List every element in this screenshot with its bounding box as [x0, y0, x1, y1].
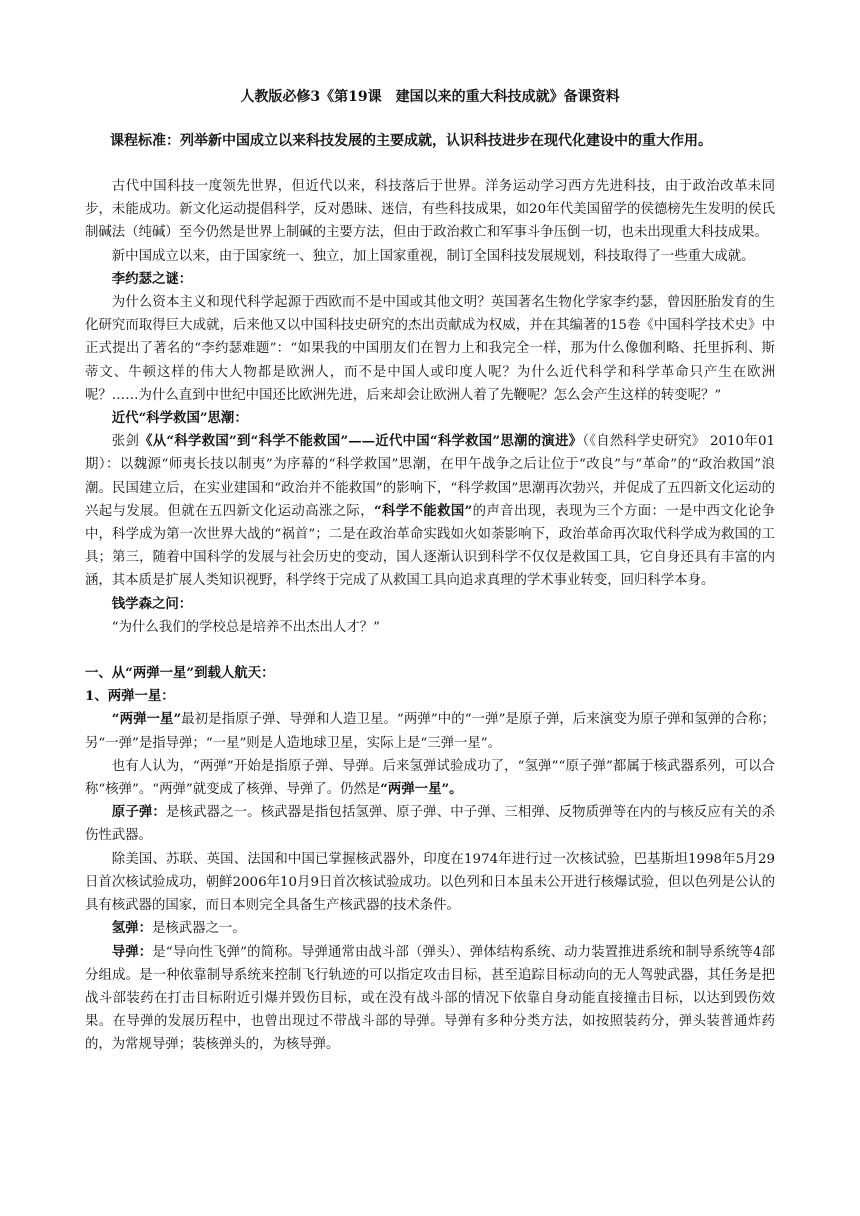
jiuguo-heading: 近代“科学救国”思潮： — [111, 410, 248, 427]
document-title: 人教版必修3《第19课 建国以来的重大科技成就》备课资料 — [240, 89, 620, 105]
liangdan-paragraph — [85, 708, 775, 754]
curriculum-standard: 课程标准：列举新中国成立以来科技发展的主要成就，认识科技进步在现代化建设中的重大作用。 — [110, 133, 712, 149]
atom-bomb-text: 是核武器之一。核武器是指包括氢弹、原子弹、中子弹、三相弹、反物质弹等在内的与核反应有关的杀伤性武器。 — [85, 805, 776, 844]
hydrogen-bomb-label: 氢弹： — [111, 920, 152, 937]
liangdan-text: 最初是指原子弹、导弹和人造卫星。“两弹”中的“一弹”是原子弹，后来演变为原子弹和氢弹的合称；另“一弹”是指导弹；“一星”则是人造地球卫星，实际上是“三弹一星”。 — [85, 712, 775, 751]
missile-text: 是“导向性飞弹”的简称。导弹通常由战斗部（弹头）、弹体结构系统、动力装置推进系统和制导系统等4部分组成。是一种依靠制导系统来控制飞行轨迹的可以指定攻击目标，甚至追踪目标动向的无人驾驶武器，其任务是把战斗部装药在打击目标附近引爆并毁伤目标，或在没有战斗部的情况下依靠自身动能直接撞击目标，以达到毁伤效果。在导弹的发展历程中，也曾出现过不带战斗部的导弹。导弹有多种分类方法，如按照装药分，弹头装普通炸药的，为常规导弹；装核弹头的，为核导弹。 — [85, 944, 775, 1053]
document-body — [85, 175, 775, 1057]
spacer — [85, 639, 775, 662]
jiuguo-author: 张剑 — [111, 434, 140, 450]
needham-paragraph: 为什么资本主义和现代科学起源于西欧而不是中国或其他文明？英国著名生物化学家李约瑟，曾因胚胎发育的生化研究而取得巨大成就，后来他又以中国科技史研究的杰出贡献成为权威，并在其编著的15卷《中国科学技术史》中正式提出了著名的“李约瑟难题”：“如果我的中国朋友们在智力上和我完全一样，那为什么像伽利略、托里拆利、斯蒂文、牛顿这样的伟大人物都是欧洲人，而不是中国人或印度人呢？为什么近代科学和科学革命只产生在欧洲呢？……为什么直到中世纪中国还比欧洲先进，后来却会让欧洲人着了先鞭呢？怎么会产生这样的转变呢？” — [85, 295, 775, 403]
hydrogen-bomb-paragraph — [85, 917, 775, 940]
qian-heading: 钱学森之问： — [111, 595, 193, 612]
missile-paragraph — [85, 941, 775, 1057]
liangdan-paragraph-2 — [85, 755, 775, 801]
qian-question: “为什么我们的学校总是培养不出杰出人才？” — [111, 619, 380, 635]
jiuguo-bold-phrase: “科学不能救国” — [373, 502, 473, 519]
liangdan-text-2: 也有人认为，“两弹”开始是指原子弹、导弹。后来氢弹试验成功了，“氢弹”“原子弹”都属于核武器系列，可以合称“核弹”。“两弹”就变成了核弹、导弹了。仍然是 — [85, 758, 775, 798]
atom-bomb-paragraph — [85, 801, 775, 847]
atom-bomb-label: 原子弹： — [111, 804, 166, 821]
intro-paragraph-1: 古代中国科技一度领先世界，但近代以来，科技落后于世界。洋务运动学习西方先进科技，由于政治改革未同步，未能成功。新文化运动提倡科学，反对愚昧、迷信，有些科技成果，如20年代美国留学的侯德榜先生发明的侯氏制碱法（纯碱）至今仍然是世界上制碱的主要方法，但由于政治救亡和军事斗争压倒一切，也未出现重大科技成果。 — [85, 179, 775, 241]
jiuguo-text-1: （《自然科学史研究》 2010年01期）：以魏源“师夷长技以制夷”为序幕的“科学救国”思潮，在甲午战争之后让位于“改良”与“革命”的“政治救国”浪潮。民国建立后，在实业建国和“政治并不能救国”的影响下，“科学救国”思潮再次勃兴，并促成了五四新文化运动的兴起与发展。但就在五四新文化运动高涨之际， — [85, 434, 775, 519]
missile-label: 导弹： — [111, 943, 153, 960]
needham-heading: 李约瑟之谜： — [111, 270, 193, 287]
subsection-1-heading: 1、两弹一星： — [85, 688, 175, 705]
jiuguo-text-2: 的声音出现，表现为三个方面：一是中西文化论争中，科学成为第一次世界大战的“祸首”；二是在政治革命实践如火如荼影响下，政治革命再次取代科学成为救国的工具；第三，随着中国科学的发展与社会历史的变动，国人逐渐认识到科学不仅仅是救国工具，它自身还具有丰富的内涵，其本质是扩展人类知识视野，科学终于完成了从救国工具向追求真理的学术事业转变，回归科学本身。 — [85, 503, 776, 589]
nuclear-states-paragraph: 除美国、苏联、英国、法国和中国已掌握核武器外，印度在1974年进行过一次核试验，巴基斯坦1998年5月29日首次核试验成功，朝鲜2006年10月9日首次核试验成功。以色列和日本虽未公开进行核爆试验，但以色列是公认的具有核武器的国家，而日本则完全具备生产核武器的技术条件。 — [85, 851, 775, 914]
hydrogen-bomb-text: 是核武器之一。 — [151, 921, 246, 937]
liangdan-term: “两弹一星” — [111, 711, 182, 728]
liangdan-term-2: “两弹一星”。 — [380, 781, 463, 798]
section-1-heading: 一、从“两弹一星”到载人航天： — [85, 665, 275, 682]
jiuguo-article-title: 《从“科学救国”到“科学不能救国”——近代中国“科学救国”思潮的演进》 — [139, 433, 583, 450]
jiuguo-paragraph — [85, 430, 775, 592]
intro-paragraph-2: 新中国成立以来，由于国家统一、独立，加上国家重视，制订全国科技发展规划，科技取得了一些重大成就。 — [111, 248, 755, 264]
